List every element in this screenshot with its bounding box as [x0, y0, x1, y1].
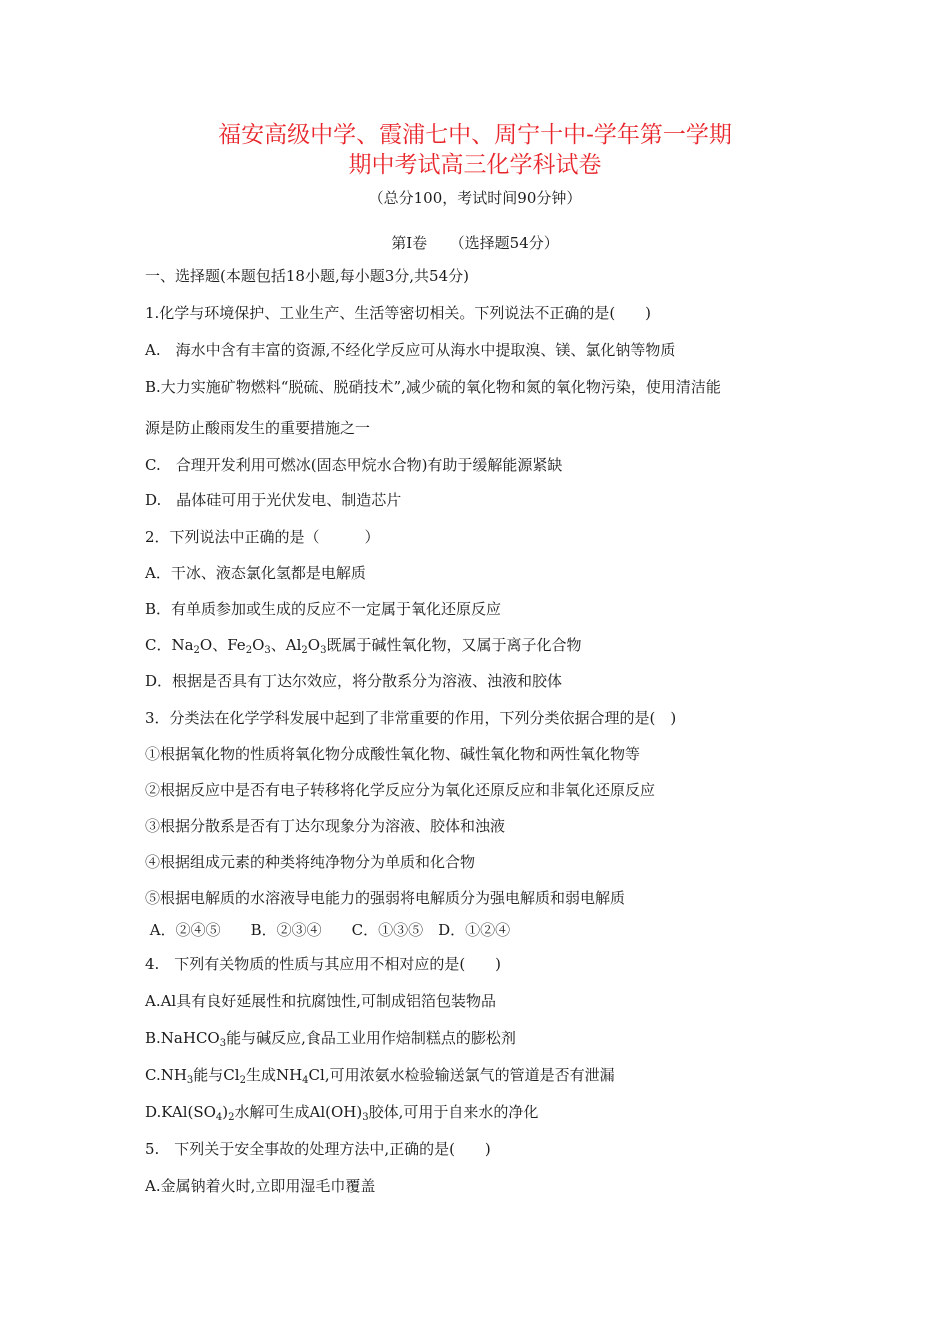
q3-item-4: ④根据组成元素的种类将纯净物分为单质和化合物 [145, 853, 476, 871]
q1-option-c: C. 合理开发利用可燃冰(固态甲烷水合物)有助于缓解能源紧缺 [145, 456, 563, 474]
q5-option-a: A.金属钠着火时,立即用湿毛巾覆盖 [145, 1177, 376, 1195]
q1-option-b-line1: B.大力实施矿物燃料“脱硫、脱硝技术”,减少硫的氧化物和氮的氧化物污染，使用清洁能 [145, 378, 721, 396]
q4-option-d: $D.KAl(SO_4)_2$水解可生成$Al(OH)_3$胶体,可用于自来水的净化 [145, 1103, 539, 1123]
part-label: 第Ⅰ卷 （选择题54分） [391, 234, 559, 252]
exam-subtitle: （总分100，考试时间90分钟） [368, 189, 582, 207]
q2-option-d: D．根据是否具有丁达尔效应，将分散系分为溶液、浊液和胶体 [145, 672, 563, 690]
q2-option-a: A．干冰、液态氯化氢都是电解质 [145, 564, 366, 582]
q3-item-2: ②根据反应中是否有电子转移将化学反应分为氧化还原反应和非氧化还原反应 [145, 781, 656, 799]
q3-options: A．②④⑤ B．②③④ C．①③⑤ D．①②④ [145, 921, 511, 939]
q2-option-c: C．$Na_2O$、$Fe_2O_3$、$Al_2O_3$既属于碱性氧化物，又属于离子化合物 [145, 636, 582, 656]
q3-item-3: ③根据分散系是否有丁达尔现象分为溶液、胶体和浊液 [145, 817, 506, 835]
q2-stem: 2．下列说法中正确的是（ ） [145, 528, 380, 546]
q4-option-c: $C.NH_3$能与$Cl_2$生成$NH_4Cl$,可用浓氨水检验输送氯气的管道是否有泄漏 [145, 1066, 615, 1086]
q1-option-d: D. 晶体硅可用于光伏发电、制造芯片 [145, 491, 402, 509]
q4-stem: 4. 下列有关物质的性质与其应用不相对应的是( ) [145, 955, 502, 973]
q3-item-5: ⑤根据电解质的水溶液导电能力的强弱将电解质分为强电解质和弱电解质 [145, 889, 626, 907]
q3-item-1: ①根据氧化物的性质将氧化物分成酸性氧化物、碱性氧化物和两性氧化物等 [145, 745, 641, 763]
q4-option-a: A.Al具有良好延展性和抗腐蚀性,可制成铝箔包装物品 [145, 992, 497, 1010]
q3-stem: 3．分类法在化学学科发展中起到了非常重要的作用，下列分类依据合理的是( ) [145, 709, 677, 727]
section-heading: 一、选择题(本题包括18小题,每小题3分,共54分) [145, 267, 469, 285]
q5-stem: 5. 下列关于安全事故的处理方法中,正确的是( ) [145, 1140, 491, 1158]
q4-option-b: B.NaHCO$_3$能与碱反应,食品工业用作焙制糕点的膨松剂 [145, 1029, 516, 1049]
q1-option-a: A. 海水中含有丰富的资源,不经化学反应可从海水中提取溴、镁、氯化钠等物质 [145, 341, 676, 359]
q1-stem: 1.化学与环境保护、工业生产、生活等密切相关。下列说法不正确的是( ) [145, 304, 652, 322]
exam-title-line2: 期中考试高三化学科试卷 [348, 152, 602, 178]
exam-title-line1: 福安高级中学、霞浦七中、周宁十中-学年第一学期 [218, 122, 732, 148]
q1-option-b-line2: 源是防止酸雨发生的重要措施之一 [145, 419, 371, 437]
q2-option-b: B．有单质参加或生成的反应不一定属于氧化还原反应 [145, 600, 502, 618]
